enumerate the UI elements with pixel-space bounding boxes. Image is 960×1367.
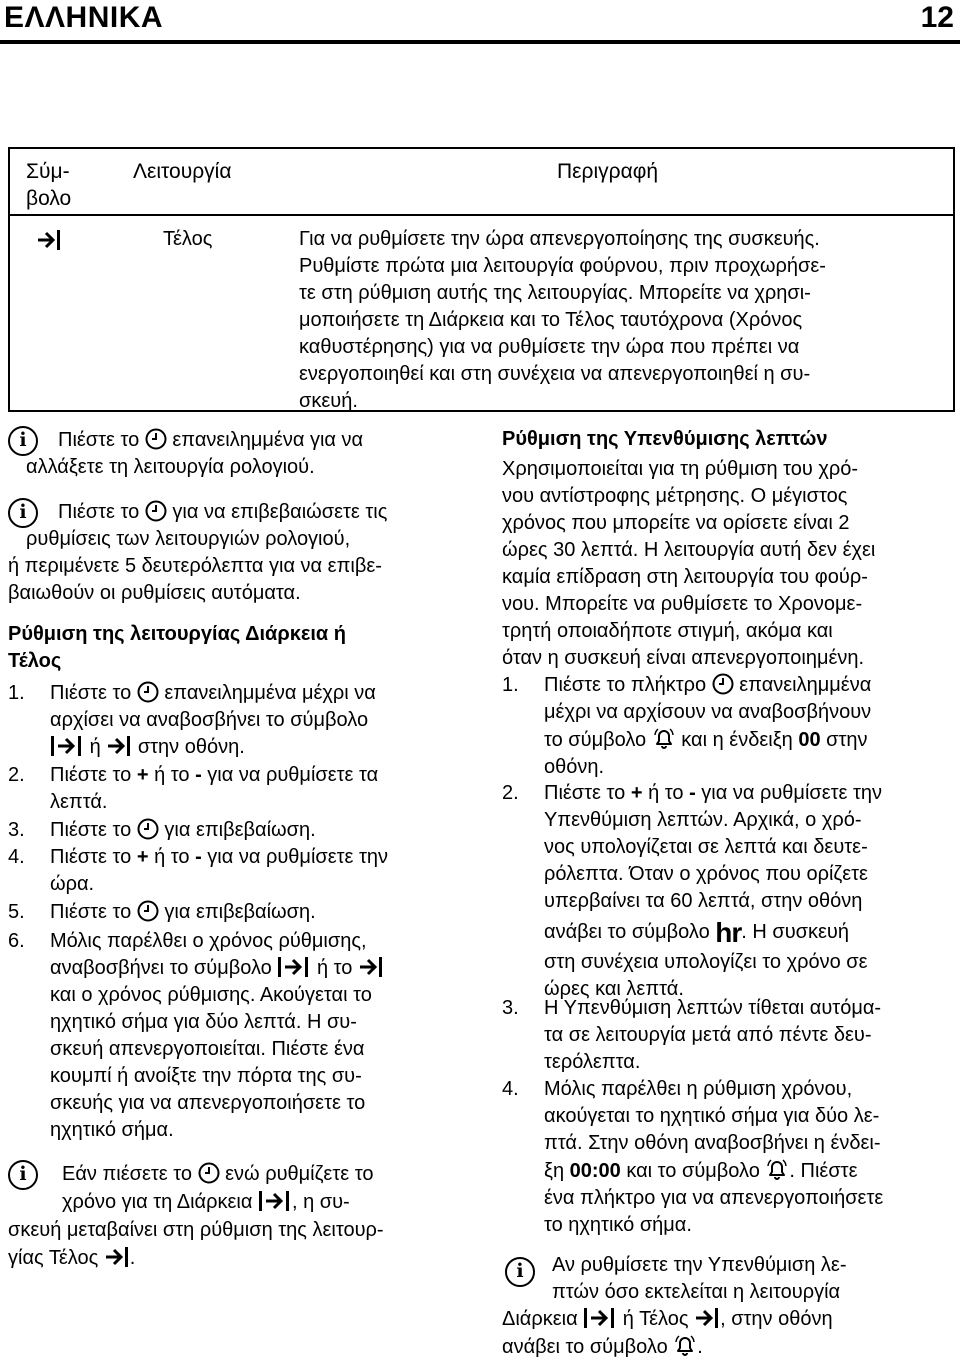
info-icon: i — [8, 498, 38, 528]
clock-icon — [198, 1162, 220, 1184]
bell-icon — [765, 1157, 789, 1181]
info-note-1-line2: αλλάξετε τη λειτουργία ρολογιού. — [26, 456, 315, 478]
end-time-icon — [104, 1246, 130, 1268]
section-heading-duration-end: Ρύθμιση της λειτουργίας Διάρκεια ή Τέλος — [8, 623, 346, 672]
step-2: 2. Πιέστε το + ή το - για να ρυθμίσετε τα λεπτά. — [8, 764, 379, 813]
bell-icon — [673, 1333, 697, 1357]
clock-icon — [137, 681, 159, 703]
clock-icon — [145, 428, 167, 450]
end-time-icon — [36, 229, 62, 251]
step-5: 5. Πιέστε το για επιβεβαίωση. — [8, 901, 316, 923]
bell-icon — [652, 726, 676, 750]
section-heading-minute-minder: Ρύθμιση της Υπενθύμισης λεπτών — [502, 428, 828, 450]
duration-icon — [258, 1190, 292, 1212]
duration-icon — [50, 735, 84, 757]
info-icon: i — [505, 1257, 535, 1287]
row-function-end: Τέλος — [163, 228, 213, 250]
info-note-2 — [8, 498, 38, 528]
info-note-3 — [8, 1160, 38, 1190]
step-1: 1. Πιέστε το επανειλημμένα μέχρι να αρχίσει να αναβοσβήνει το σύμβολο ή στην οθόνη. — [8, 682, 376, 758]
table-row — [36, 229, 62, 252]
info-note-3-line1: Εάν πιέσετε το ενώ ρυθμίζετε το — [62, 1163, 374, 1185]
table-left-border — [8, 147, 10, 412]
right-step-2: 2. Πιέστε το + ή το - για να ρυθμίσετε την Υπενθύμιση λεπτών. Αρχικά, ο χρό- νος υπολογίζεται σε λεπτά και δευτε- ρόλεπτα. Όταν ο χρόνος που ορίζετε υπερβαίνει τα 60 λεπτά, στην οθόνη ανάβει το σύμβολο hr. Η συσκευή στη συνέχεια υπολογίζει το χρόνο σε ώρες και λεπτά. — [502, 782, 883, 1000]
right-step-4: 4. Μόλις παρέλθει η ρύθμιση χρόνου, ακούγεται το ηχητικό σήμα για δύο λε- πτά. Στην οθόνη αναβοσβήνει η ένδει- ξη 00:00 και το σύμβολο . Πιέστε ένα πλήκτρο για να απενεργοποιήσετε το ηχητικό σήμα. — [502, 1078, 884, 1236]
hr-icon: hr — [715, 917, 742, 948]
page-section-title: ΕΛΛΗΝΙΚΑ — [4, 1, 164, 34]
info-note-4-line3: Διάρκεια ή Τέλος , στην οθόνη — [502, 1308, 833, 1330]
step-6: 6. Μόλις παρέλθει ο χρόνος ρύθμισης, αναβοσβήνει το σύμβολο ή το και ο χρόνος ρύθμισης. Ακούγεται το ηχητικό σήμα για δύο λεπτά. Η συ- σκευή απενεργοποιείται. Πιέστε ένα κουμπί ή ανοίξτε την πόρτα της συ- σκευής για να απενεργοποιήσετε το ηχητικό σήμα. — [8, 928, 478, 1148]
info-note-4-line2: πτών όσο εκτελείται η λειτουργία — [552, 1281, 841, 1303]
right-step-3: 3. Η Υπενθύμιση λεπτών τίθεται αυτόμα- τα σε λειτουργία μετά από πέντε δευ- τερόλεπτα. — [502, 997, 882, 1073]
info-note-3-line3: σκευή μεταβαίνει στη ρύθμιση της λειτουρ- — [8, 1219, 384, 1241]
duration-icon — [277, 956, 311, 978]
column-header-function: Λειτουργία — [133, 160, 232, 183]
column-header-symbol: Σύμ- βολο — [26, 160, 72, 210]
end-time-icon — [694, 1307, 720, 1329]
step-4: 4. Πιέστε το + ή το - για να ρυθμίσετε την ώρα. — [8, 846, 389, 895]
info-note-2-text: Πιέστε το για να επιβεβαιώσετε τις — [58, 501, 388, 523]
table-header-divider — [8, 214, 955, 216]
clock-icon — [137, 818, 159, 840]
row-description: Για να ρυθμίσετε την ώρα απενεργοποίησης της συσκευής. Ρυθμίστε πρώτα μια λειτουργία φούρνου, πριν προχωρήσε- τε στη ρύθμιση αυτής της λειτουργίας. Μπορείτε να χρησι- μοποιήσετε τη Διάρκεια και το Τέλος ταυτόχρονα (Χρόνος καθυστέρησης) για να ρυθμίσετε την ώρα που πρέπει να ενεργοποιηθεί και στη συνέχεια να απενεργοποιηθεί η συ- σκευή. — [299, 228, 826, 412]
info-note-1-text: Πιέστε το επανειλημμένα για να — [58, 429, 364, 451]
info-icon: i — [8, 426, 38, 456]
clock-icon — [712, 673, 734, 695]
info-note-4-line1: Αν ρυθμίσετε την Υπενθύμιση λε- — [552, 1254, 847, 1276]
clock-icon — [137, 900, 159, 922]
end-time-icon — [106, 735, 132, 757]
clock-icon — [145, 500, 167, 522]
duration-icon — [583, 1307, 617, 1329]
right-step-1: 1. Πιέστε το πλήκτρο επανειλημμένα μέχρι να αρχίσουν να αναβοσβήνουν το σύμβολο και η ένδειξη 00 στην οθόνη. — [502, 674, 872, 778]
minute-minder-intro: Χρησιμοποιείται για τη ρύθμιση του χρό- νου αντίστροφης μέτρησης. Ο μέγιστος χρόνος που μπορείτε να ορίσετε είναι 2 ώρες 30 λεπτά. Η λειτουργία αυτή δεν έχει καμία επίδραση στη λειτουργία του φούρ- νου. Μπορείτε να ρυθμίσετε το Χρονομε- τρητή οποιαδήποτε στιγμή, ακόμα και όταν η συσκευή είναι απενεργοποιημένη. — [502, 458, 876, 669]
info-note-4 — [505, 1257, 535, 1287]
table-top-border — [8, 147, 955, 149]
info-note-1 — [8, 426, 38, 456]
header-rule — [0, 40, 960, 44]
end-time-icon — [358, 956, 384, 978]
info-note-4-line4: ανάβει το σύμβολο . — [502, 1333, 703, 1361]
step-3: 3. Πιέστε το για επιβεβαίωση. — [8, 819, 316, 841]
info-icon: i — [8, 1160, 38, 1190]
info-note-3-line2: χρόνο για τη Διάρκεια , η συ- — [62, 1191, 350, 1213]
column-header-description: Περιγραφή — [557, 160, 659, 183]
page-number: 12 — [920, 1, 954, 34]
info-note-2-body: ρυθμίσεις των λειτουργιών ρολογιού, ή περιμένετε 5 δευτερόλεπτα για να επιβε- βαιωθούν οι ρυθμίσεις αυτόματα. — [8, 528, 382, 604]
table-right-border — [953, 147, 955, 412]
info-note-3-line4: γίας Τέλος . — [8, 1247, 136, 1269]
